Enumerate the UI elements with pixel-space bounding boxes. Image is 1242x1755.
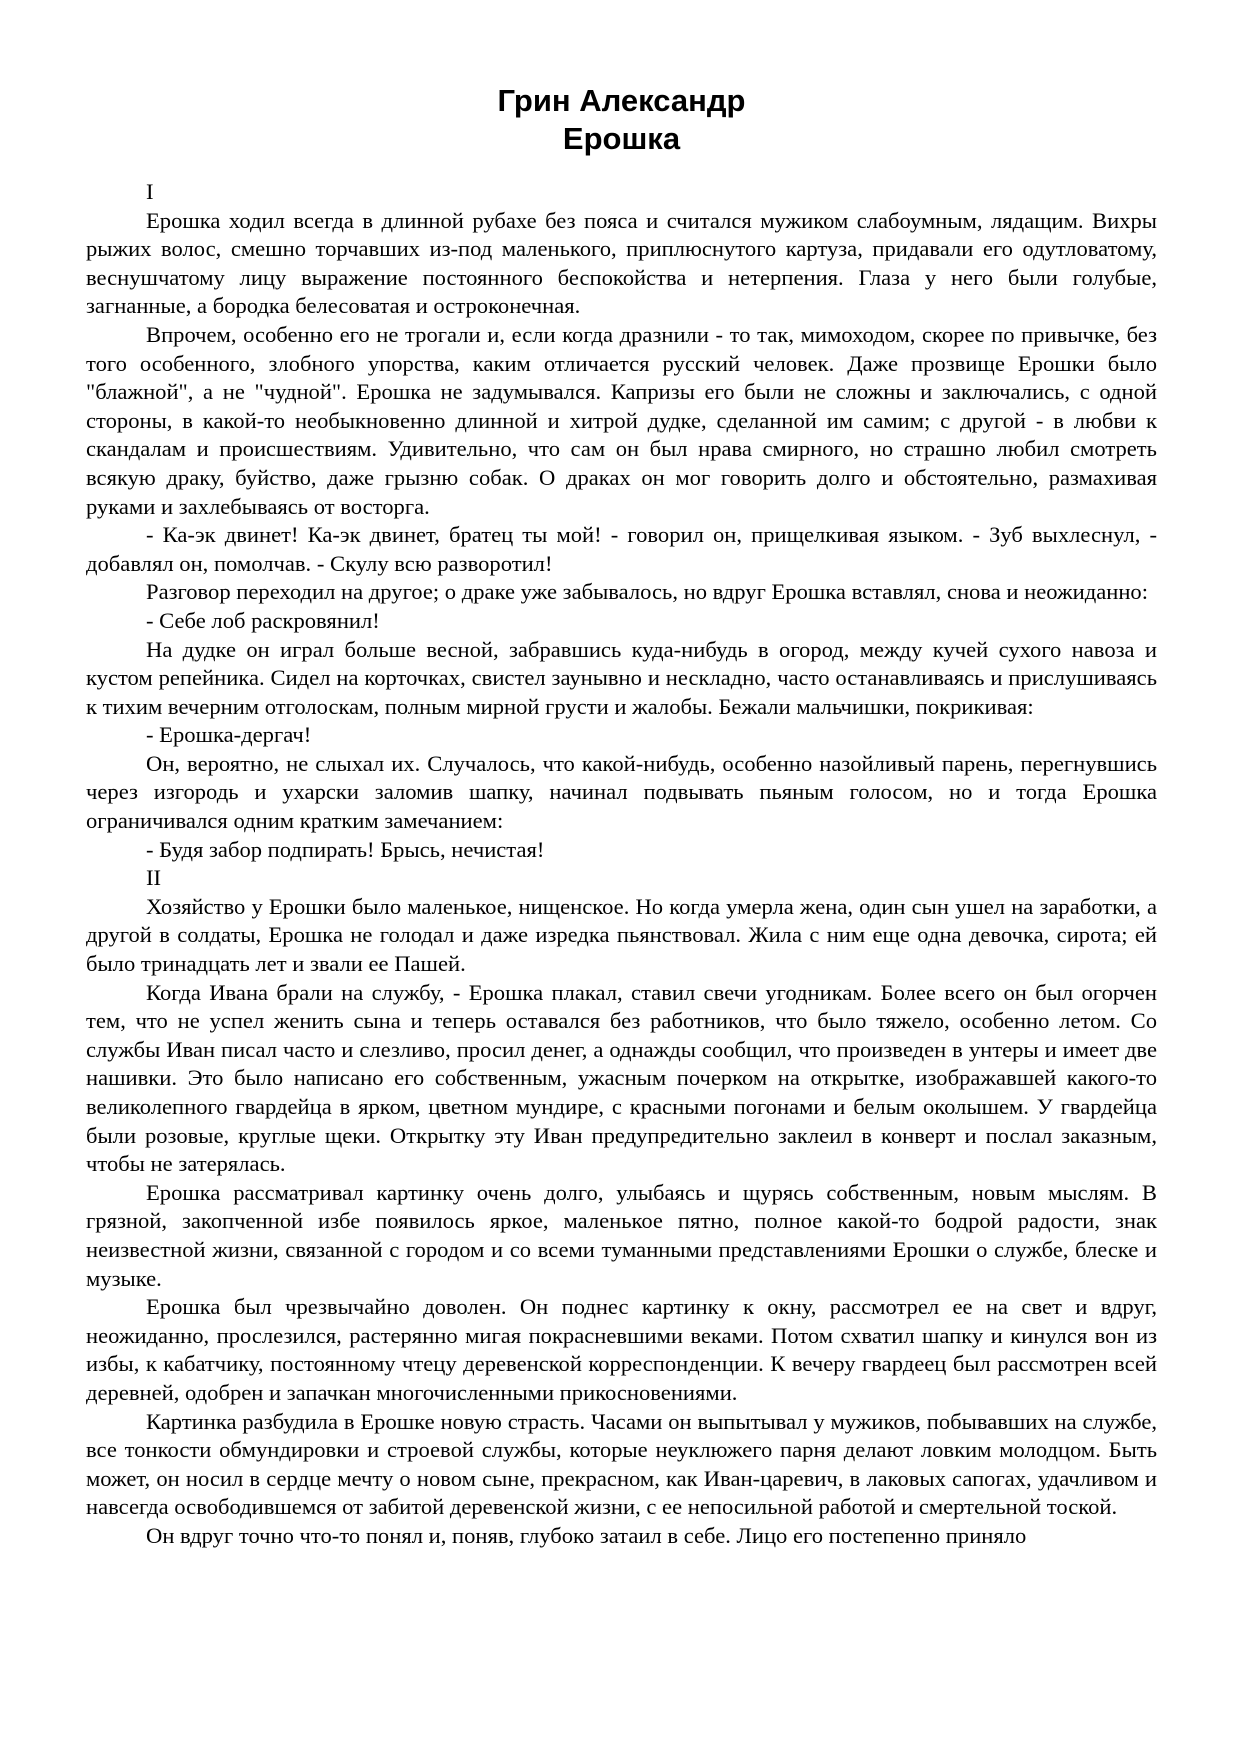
paragraph: Он вдруг точно что-то понял и, поняв, глубоко затаил в себе. Лицо его постепенно приняло (146, 1522, 1027, 1548)
paragraph: Когда Ивана брали на службу, - Ерошка плакал, ставил свечи угодникам. Более всего он был огорчен тем, что не успел женить сына и теперь оставался без работников, что было тяжело, особенно летом. Со службы Иван писал часто и слезливо, просил денег, а однажды сообщил, что произведен в унтеры и имеет две нашивки. Это было написано его собственным, ужасным почерком на открытке, изображавшей какого-то великолепного гвардейца в ярком, цветном мундире, с красными погонами и белым околышем. У гвардейца были розовые, круглые щеки. Открытку эту Иван предупредительно заклеил в конверт и послал заказным, чтобы не затерялась. (86, 979, 1157, 1177)
story-title: Ерошка (562, 121, 681, 156)
dialogue-line: - Ерошка-дергач! (146, 722, 312, 748)
paragraph: Ерошка рассматривал картинку очень долго, улыбаясь и щурясь собственным, новым мыслям. В грязной, закопченной избе появилось яркое, маленькое пятно, полное какой-то бодрой радости, знак неизвестной жизни, связанной с городом и со всеми туманными представлениями Ерошки о службе, блеске и музыке. (86, 1179, 1157, 1291)
dialogue-line: - Будя забор подпирать! Брысь, нечистая! (146, 836, 545, 862)
document-page (86, 82, 1157, 1551)
paragraph: - Ка-эк двинет! Ка-эк двинет, братец ты мой! - говорил он, прищелкивая языком. - Зуб выхлеснул, - добавлял он, помолчав. - Скулу всю разворотил! (86, 522, 1157, 576)
author-name: Грин Александр (497, 83, 746, 118)
dialogue-line: - Себе лоб раскровянил! (146, 607, 380, 633)
chapter-number: II (146, 865, 162, 891)
story-text (86, 178, 1157, 1551)
paragraph: Он, вероятно, не слыхал их. Случалось, что какой-нибудь, особенно назойливый парень, перегнувшись через изгородь и ухарски заломив шапку, начинал подвывать пьяным голосом, но и тогда Ерошка ограничивался одним кратким замечанием: (86, 750, 1157, 834)
document-heading (86, 82, 1157, 158)
paragraph: Хозяйство у Ерошки было маленькое, нищенское. Но когда умерла жена, один сын ушел на заработки, а другой в солдаты, Ерошка не голодал и даже изредка пьянствовал. Жила с ним еще одна девочка, сирота; ей было тринадцать лет и звали ее Пашей. (86, 893, 1157, 977)
paragraph: Картинка разбудила в Ерошке новую страсть. Часами он выпытывал у мужиков, побывавших на службе, все тонкости обмундировки и строевой службы, которые неуклюжего парня делают ловким молодцом. Быть может, он носил в сердце мечту о новом сыне, прекрасном, как Иван-царевич, в лаковых сапогах, удачливом и навсегда освободившемся от забитой деревенской жизни, с ее непосильной работой и смертельной тоской. (86, 1408, 1157, 1520)
paragraph: На дудке он играл больше весной, забравшись куда-нибудь в огород, между кучей сухого навоза и кустом репейника. Сидел на корточках, свистел заунывно и нескладно, часто останавливаясь и прислушиваясь к тихим вечерним отголоскам, полным мирной грусти и жалобы. Бежали мальчишки, покрикивая: (86, 636, 1157, 719)
paragraph: Ерошка ходил всегда в длинной рубахе без пояса и считался мужиком слабоумным, лядащим. Вихры рыжих волос, смешно торчавших из-под маленького, приплюснутого картуза, придавали его одутловатому, веснушчатому лицу выражение постоянного беспокойства и нетерпения. Глаза у него были голубые, загнанные, а бородка белесоватая и остроконечная. (86, 207, 1157, 319)
paragraph: Ерошка был чрезвычайно доволен. Он поднес картинку к окну, рассмотрел ее на свет и вдруг, неожиданно, прослезился, растерянно мигая покрасневшими веками. Потом схватил шапку и кинулся вон из избы, к кабатчику, постоянному чтецу деревенской корреспонденции. К вечеру гвардеец был рассмотрен всей деревней, одобрен и запачкан многочисленными прикосновениями. (86, 1294, 1157, 1405)
paragraph: Разговор переходил на другое; о драке уже забывалось, но вдруг Ерошка вставлял, снова и неожиданно: (146, 579, 1148, 605)
chapter-number: I (146, 179, 154, 204)
paragraph: Впрочем, особенно его не трогали и, если когда дразнили - то так, мимоходом, скорее по привычке, без того особенного, злобного упорства, каким отличается русский человек. Даже прозвище Ерошки было "блажной", а не "чудной". Ерошка не задумывался. Капризы его были не сложны и заключались, с одной стороны, в какой-то необыкновенно длинной и хитрой дудке, сделанной им самим; с другой - в любви к скандалам и происшествиям. Удивительно, что сам он был нрава смирного, но страшно любил смотреть всякую драку, буйство, даже грызню собак. О драках он мог говорить долго и обстоятельно, размахивая руками и захлебываясь от восторга. (86, 321, 1157, 519)
